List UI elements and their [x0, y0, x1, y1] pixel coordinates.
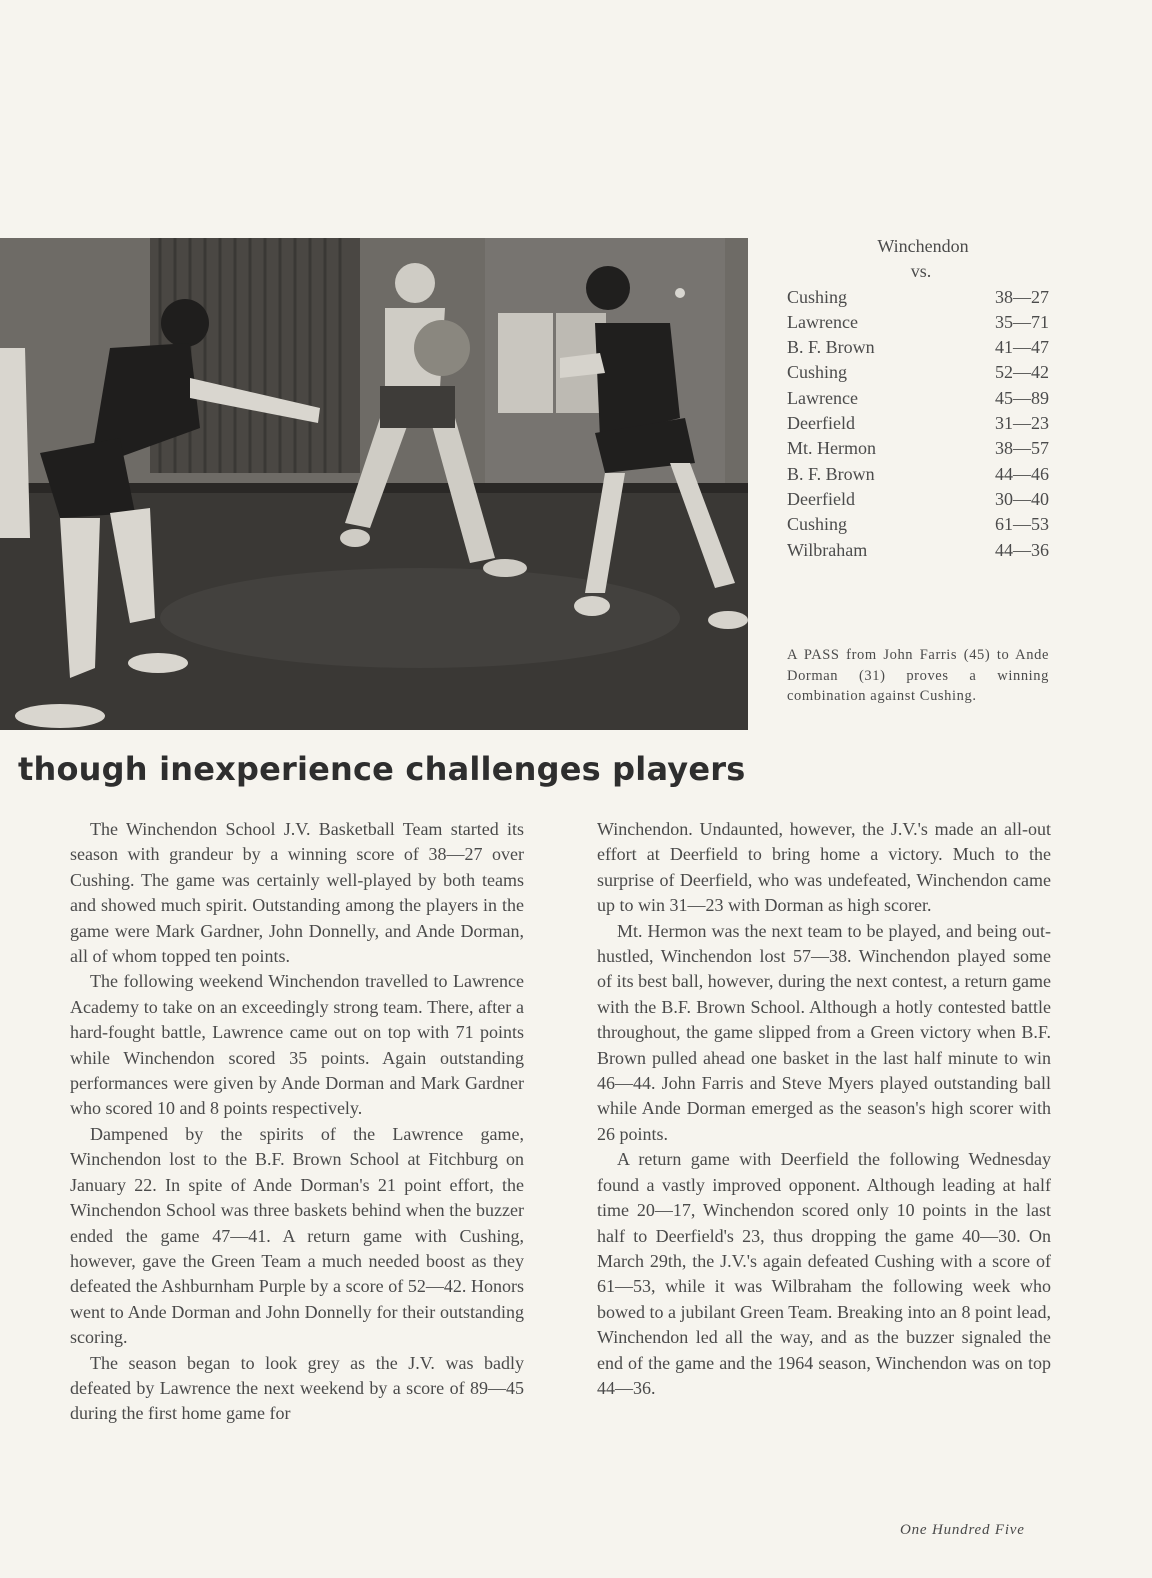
- schedule-table: [787, 234, 1049, 563]
- opponent: Deerfield: [787, 488, 855, 509]
- opponent: B. F. Brown: [787, 463, 875, 484]
- score: 38—27: [995, 286, 1049, 307]
- schedule-row: [787, 411, 1049, 436]
- schedule-row: [787, 512, 1049, 537]
- body-paragraph: Dampened by the spirits of the Lawrence game, Winchendon lost to the B.F. Brown School at Fitchburg on January 22. In spite of Ande Dorman's 21 point effort, the Winchendon School was three baskets behind when the buzzer ended the game 47—41. A return game with Cushing, however, gave the Green Team a much needed boost as they defeated the Ashburnham Purple by a score of 52—42. Honors went to Ande Dorman and John Donnelly for their outstanding scoring.: [70, 1123, 524, 1348]
- opponent: Lawrence: [787, 387, 858, 408]
- schedule-row: [787, 285, 1049, 310]
- score: 44—36: [995, 539, 1049, 560]
- score: 45—89: [995, 387, 1049, 408]
- body-paragraph: Mt. Hermon was the next team to be played, and being out-hustled, Winchendon lost 57—38. Winchendon played some of its best ball, however, during the next contest, a return game with the B.F. Brown School. Although a hotly contested battle throughout, the game slipped from a Green victory when B.F. Brown pulled ahead one basket in the last half minute to win 46—44. John Farris and Steve Myers played outstanding ball while Ande Dorman emerged as the season's high scorer with 26 points.: [597, 920, 1051, 1144]
- score: 38—57: [995, 438, 1049, 459]
- schedule-row: [787, 386, 1049, 411]
- opponent: Lawrence: [787, 311, 858, 332]
- score: 52—42: [995, 362, 1049, 383]
- body-paragraph: The Winchendon School J.V. Basketball Team started its season with grandeur by a winning score of 38—27 over Cushing. The game was certainly well-played by both teams and showed much spirit. Outstanding among the players in the game were Mark Gardner, John Donnelly, and Ande Dorman, all of whom topped ten points.: [70, 819, 524, 967]
- score: 35—71: [995, 311, 1049, 332]
- basketball-photo: [0, 238, 748, 730]
- score: 31—23: [995, 413, 1049, 434]
- schedule-row: [787, 360, 1049, 385]
- body-paragraph: Winchendon. Undaunted, however, the J.V.'s made an all-out effort at Deerfield to bring home a victory. Much to the surprise of Deerfield, who was undefeated, Winchendon came up to win 31—23 with Dorman as high scorer.: [597, 819, 1051, 916]
- opponent: Mt. Hermon: [787, 438, 876, 459]
- score: 44—46: [995, 463, 1049, 484]
- body-paragraph: The season began to look grey as the J.V. was badly defeated by Lawrence the next weekend by a score of 89—45 during the first home game for: [70, 1352, 524, 1424]
- schedule-row: [787, 335, 1049, 360]
- opponent: Cushing: [787, 286, 848, 307]
- opponent: Deerfield: [787, 413, 855, 434]
- schedule-heading: Winchendon: [877, 236, 969, 256]
- page-number: One Hundred Five: [900, 1522, 1025, 1538]
- score: 61—53: [995, 514, 1049, 535]
- body-column-right: [597, 817, 1051, 1401]
- schedule-vs: vs.: [910, 261, 932, 282]
- schedule-row: [787, 487, 1049, 512]
- article-headline: though inexperience challenges players: [18, 750, 746, 788]
- score: 41—47: [995, 337, 1049, 358]
- schedule-row: [787, 462, 1049, 487]
- opponent: Cushing: [787, 362, 848, 383]
- opponent: B. F. Brown: [787, 337, 875, 358]
- schedule-row: [787, 436, 1049, 461]
- score: 30—40: [995, 488, 1049, 509]
- body-column-left: [70, 817, 524, 1427]
- body-paragraph: The following weekend Winchendon travelled to Lawrence Academy to take on an exceedingly strong team. There, after a hard-fought battle, Lawrence came out on top with 71 points while Winchendon scored 35 points. Again outstanding performances were given by Ande Dorman and Mark Gardner who scored 10 and 8 points respectively.: [70, 971, 524, 1119]
- photo-caption: A PASS from John Farris (45) to Ande Dorman (31) proves a winning combination against Cushing.: [787, 647, 1049, 704]
- opponent: Wilbraham: [787, 539, 868, 560]
- basketball-players-photo-icon: [0, 238, 748, 730]
- schedule-row: [787, 310, 1049, 335]
- body-paragraph: A return game with Deerfield the following Wednesday found a vastly improved opponent. Although leading at half time 20—17, Winchendon scored only 10 points in the last half to Deerfield's 23, thus dropping the game 40—30. On March 29th, the J.V.'s again defeated Cushing with a score of 61—53, while it was Wilbraham the following week who bowed to a jubilant Green Team. Breaking into an 8 point lead, Winchendon led all the way, and as the buzzer signaled the end of the game and the 1964 season, Winchendon was on top 44—36.: [597, 1149, 1051, 1398]
- schedule-row: [787, 538, 1049, 563]
- opponent: Cushing: [787, 514, 848, 535]
